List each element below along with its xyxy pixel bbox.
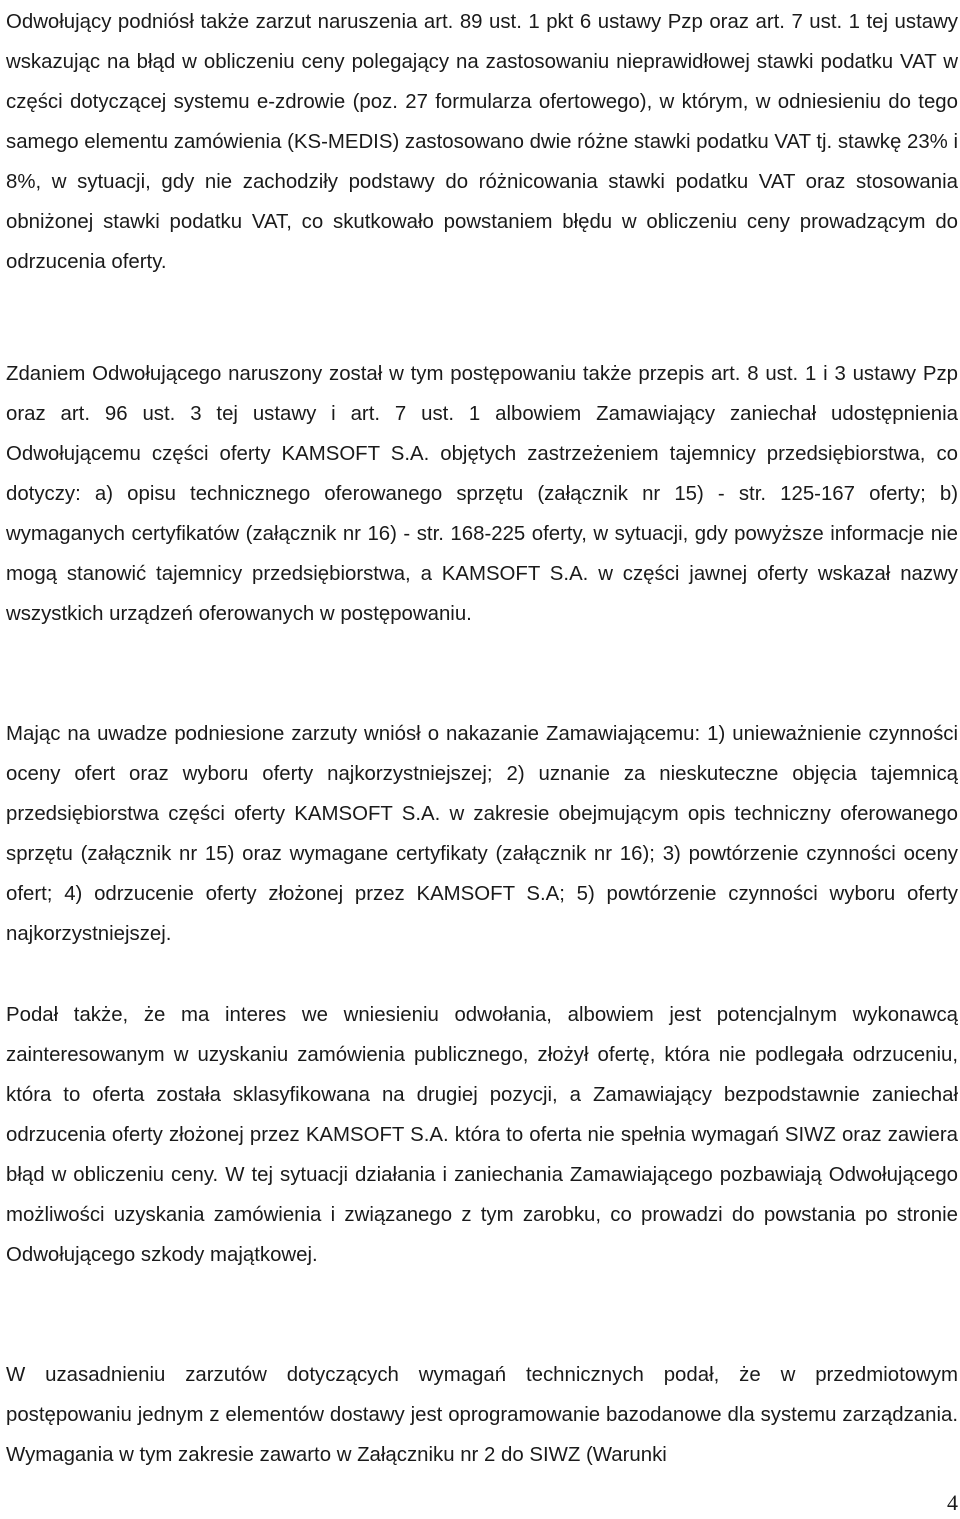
paragraph-vat-error-claim: Odwołujący podniósł także zarzut naruszenia art. 89 ust. 1 pkt 6 ustawy Pzp oraz art. 7 ust. 1 tej ustawy wskazując na błąd w obliczeniu ceny polegający na zastosowaniu nieprawidłowej stawki podatku VAT w części dotyczącej systemu e-zdrowie (poz. 27 formularza ofertowego), w którym, w odniesieniu do tego samego elementu zamówienia (KS-MEDIS) zastosowano dwie różne stawki podatku VAT tj. stawkę 23% i 8%, w sytuacji, gdy nie zachodziły podstawy do różnicowania stawki podatku VAT oraz stosowania obniżonej stawki podatku VAT, co skutkowało powstaniem błędu w obliczeniu ceny prowadzącym do odrzucenia oferty. [6, 11, 958, 273]
document-page [6, 0, 958, 1519]
page-number: 4 [947, 1490, 958, 1515]
paragraph-requests: Mając na uwadze podniesione zarzuty wniósł o nakazanie Zamawiającemu: 1) unieważnienie czynności oceny ofert oraz wyboru oferty najkorzystniejszej; 2) uznanie za nieskuteczne objęcia tajemnicą przedsiębiorstwa części oferty KAMSOFT S.A. w zakresie obejmującym opis techniczny oferowanego sprzętu (załącznik nr 15) oraz wymagane certyfikaty (załącznik nr 16); 3) powtórzenie czynności oceny ofert; 4) odrzucenie oferty złożonej przez KAMSOFT S.A; 5) powtórzenie czynności wyboru oferty najkorzystniejszej. [6, 723, 958, 945]
paragraph-legal-interest: Podał także, że ma interes we wniesieniu odwołania, albowiem jest potencjalnym wykonawcą zainteresowanym w uzyskaniu zamówienia publicznego, złożył ofertę, która nie podlegała odrzuceniu, która to oferta została sklasyfikowana na drugiej pozycji, a Zamawiający bezpodstawnie zaniechał odrzucenia oferty złożonej przez KAMSOFT S.A. która to oferta nie spełnia wymagań SIWZ oraz zawiera błąd w obliczeniu ceny. W tej sytuacji działania i zaniechania Zamawiającego pozbawiają Odwołującego możliwości uzyskania zamówienia i związanego z tym zarobku, co prowadzi do powstania po stronie Odwołującego szkody majątkowej. [6, 1004, 958, 1266]
paragraph-technical-requirements: W uzasadnieniu zarzutów dotyczących wymagań technicznych podał, że w przedmiotowym postępowaniu jednym z elementów dostawy jest oprogramowanie bazodanowe dla systemu zarządzania. Wymagania w tym zakresie zawarto w Załączniku nr 2 do SIWZ (Warunki [6, 1364, 958, 1466]
paragraph-trade-secret-claim: Zdaniem Odwołującego naruszony został w tym postępowaniu także przepis art. 8 ust. 1 i 3 ustawy Pzp oraz art. 96 ust. 3 tej ustawy i art. 7 ust. 1 albowiem Zamawiający zaniechał udostępnienia Odwołującemu części oferty KAMSOFT S.A. objętych zastrzeżeniem tajemnicy przedsiębiorstwa, co dotyczy: a) opisu technicznego oferowanego sprzętu (załącznik nr 15) - str. 125-167 oferty; b) wymaganych certyfikatów (załącznik nr 16) - str. 168-225 oferty, w sytuacji, gdy powyższe informacje nie mogą stanowić tajemnicy przedsiębiorstwa, a KAMSOFT S.A. w części jawnej oferty wskazał nazwy wszystkich urządzeń oferowanych w postępowaniu. [6, 363, 958, 625]
